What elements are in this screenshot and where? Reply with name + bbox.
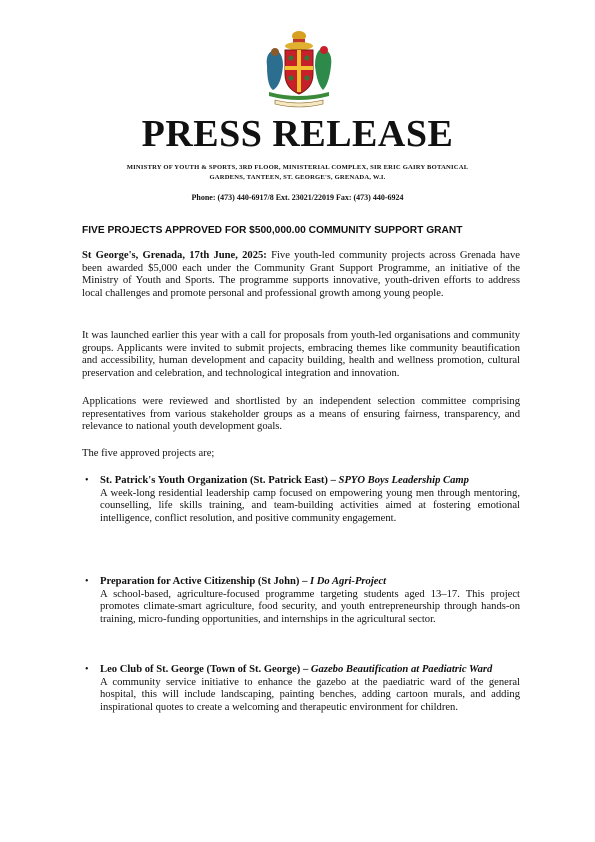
release-headline: FIVE PROJECTS APPROVED FOR $500,000.00 COMMUNITY SUPPORT GRANT [82,225,463,236]
project-description: A week-long residential leadership camp focused on empowering young men through mentoring, counselling, life skills training, and team-building activities aimed at fostering emotional intelligence, conflict resolution, and positive community engagement. [100,487,520,525]
contact-phone-line: Phone: (473) 440-6917/8 Ext. 23021/22019 Fax: (473) 440-6924 [191,193,404,202]
project-description: A school-based, agriculture-focused programme targeting students aged 13–17. This project promotes climate-smart agriculture, food security, and youth entrepreneurship through hands-on training, micro-funding opportunities, and internships in the agricultural sector. [100,588,520,626]
project-heading [100,475,520,488]
body-paragraph-1 [82,250,520,301]
project-organization: Preparation for Active Citizenship (St John) [100,576,300,587]
project-name: SPYO Boys Leadership Camp [338,475,469,486]
ministry-address-line-1: MINISTRY OF YOUTH & SPORTS, 3RD FLOOR, MINISTERIAL COMPLEX, SIR ERIC GAIRY BOTANICAL [126,164,469,171]
ministry-address-line-2: GARDENS, TANTEEN, ST. GEORGE'S, GRENADA, W.I. [209,174,386,181]
project-heading [100,664,520,677]
project-separator: – [300,664,311,675]
bullet-icon: • [85,475,89,486]
project-organization: St. Patrick's Youth Organization (St. Patrick East) [100,475,328,486]
project-organization: Leo Club of St. George (Town of St. George) [100,664,301,675]
body-paragraph-3: Applications were reviewed and shortlisted by an independent selection committee comprising representatives from various stakeholder groups as a means of ensuring fairness, transparency, and relevance to national youth development goals. [82,396,520,433]
page-title: PRESS RELEASE [141,113,454,155]
project-description: A community service initiative to enhance the gazebo at the paediatric ward of the general hospital, this will include landscaping, painting benches, adding cartoon murals, and adding inspirational quotes to create a welcoming and therapeutic environment for children. [100,676,520,714]
body-paragraph-2: It was launched earlier this year with a call for proposals from youth-led organisations and community groups. Applicants were invited to submit projects, embracing themes like community beautification and accessibility, human development and capacity building, health and wellness promotion, cultural preservation and celebration, and technological integration and innovation. [82,330,520,380]
project-list-item [85,664,520,715]
body-paragraph-4: The five approved projects are; [82,448,215,459]
bullet-icon: • [85,664,89,675]
project-list-item [85,576,520,627]
project-list-item [85,475,520,526]
project-heading [100,576,520,589]
dateline: St George's, Grenada, 17th June, 2025: [82,250,267,261]
bullet-icon: • [85,576,89,587]
project-name: I Do Agri-Project [310,576,387,587]
project-separator: – [327,475,339,486]
project-name: Gazebo Beautification at Paediatric Ward [310,664,493,675]
coat-of-arms-emblem [261,26,337,108]
project-separator: – [299,576,311,587]
paragraph-1-text: Five youth-led community projects across Grenada have been awarded $5,000 each under the Community Grant Support Programme, an initiative of the Ministry of Youth and Sports. The programme supports innovative, youth-driven efforts to address local challenges and promote personal and professional growth among young people. [82,250,520,300]
